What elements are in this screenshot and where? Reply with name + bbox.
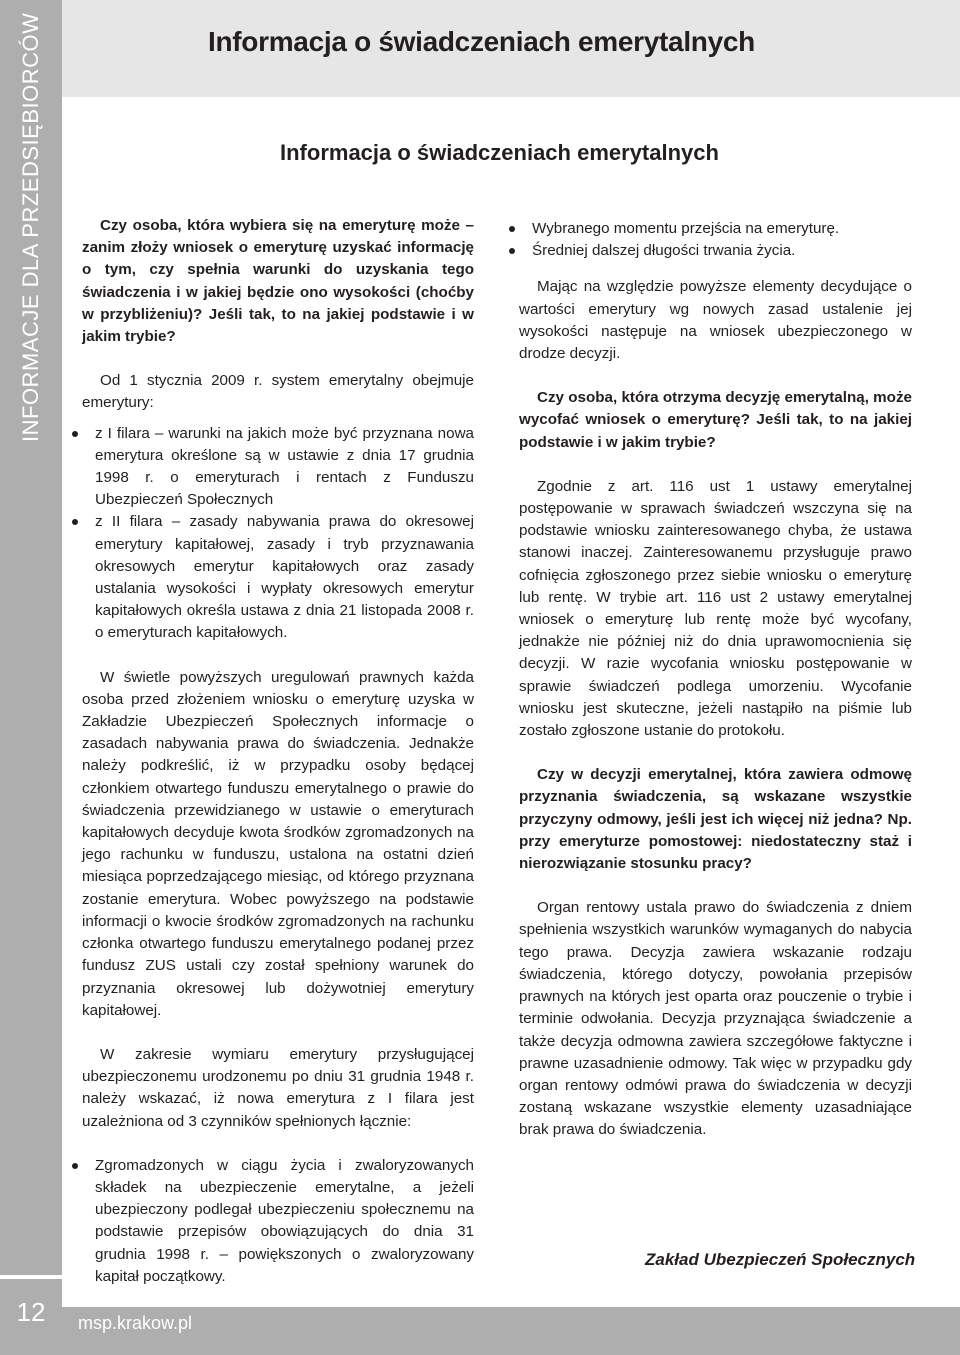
- page-number: 12: [16, 1297, 46, 1327]
- list-item: Średniej dalszej długości trwania życia.: [519, 240, 912, 262]
- sidebar-label: INFORMACJE DLA PRZEDSIĘBIORCÓW: [18, 12, 43, 442]
- paragraph: Zgodnie z art. 116 ust 1 ustawy emerytalnej postępowanie w sprawach świadczeń wszczyna się na podstawie wniosku zainteresowanego chyba, że ustawa stanowi inaczej. Zainteresowanemu przysługuje prawo cofnięcia zgłoszonego przez siebie wniosku o emeryturę lub rentę. W trybie art. 116 ust 2 ustawy emerytalnej wniosek o emeryturę lub rentę może być wycofany, jednakże nie później niż do dnia uprawomocnienia się decyzji. W razie wycofania wniosku postępowanie w sprawie świadczeń podlega umorzeniu. Wycofanie wniosku jest skuteczne, jeżeli nastąpiło na piśmie lub zostało zgłoszone ustanie do protokołu.: [519, 477, 912, 740]
- paragraph: Organ rentowy ustala prawo do świadczenia z dniem spełnienia wszystkich warunków wymaganych do nabycia tego prawa. Decyzja zawiera wskazanie rodzaju świadczenia, którego dotyczy, powołania przepisów prawnych na których jest oparta oraz pouczenie o trybie i terminie odwołania. Decyzja przyznająca świadczenie a także decyzja odmowna zawiera szczegółowe faktyczne i prawne uzasadnienie odmowy. Tak więc w przypadku gdy organ rentowy odmówi prawa do świadczenia w decyzji zostaną wskazane wszystkie elementy uzasadniające brak prawa do świadczenia.: [519, 899, 912, 1139]
- bullet-list: [519, 218, 912, 262]
- list-item: z II filara – zasady nabywania prawa do okresowej emerytury kapitałowej, zasady i tryb przyznawania okresowych emerytur kapitałowych oraz zasady ustalania wysokości i wypłaty okresowych emerytur kapitałowych określa ustawa z dnia 21 listopada 2008 r. o emeryturach kapitałowych.: [82, 511, 474, 644]
- bullet-list: [82, 423, 474, 645]
- page-title: Informacja o świadczeniach emerytalnych: [208, 26, 755, 57]
- bullet-list: [82, 1155, 474, 1288]
- list-item: z I filara – warunki na jakich może być przyznana nowa emerytura określone są w ustawie z dnia 17 grudnia 1998 r. o emeryturach i rentach z Funduszu Ubezpieczeń Społecznych: [82, 423, 474, 512]
- question-3: Czy w decyzji emerytalnej, która zawiera odmowę przyznania świadczenia, są wskazane wszystkie przyczyny odmowy, jeśli jest ich więcej niż jedna? Np. przy emeryturze pomostowej: niedostateczny staż i nierozwiązanie stosunku pracy?: [519, 766, 912, 873]
- question-2: Czy osoba, która otrzyma decyzję emerytalną, może wycofać wniosek o emeryturę? Jeśli tak, to na jakiej podstawie i w jakim trybie?: [519, 389, 912, 451]
- section-title: Informacja o świadczeniach emerytalnych: [280, 140, 719, 165]
- footer-url[interactable]: msp.krakow.pl: [78, 1313, 193, 1333]
- bullet-icon: [72, 1163, 78, 1169]
- footer-band: [62, 1307, 960, 1355]
- bullet-icon: [509, 226, 515, 232]
- question-1: Czy osoba, która wybiera się na emeryturę może – zanim złoży wniosek o emeryturę uzyskać informację o tym, czy spełnia warunki do uzyskania tego świadczenia i w jakiej będzie ono wysokości (choćby w przybliżeniu)? Jeśli tak, to na jakiej podstawie i w jakim trybie?: [82, 217, 474, 346]
- paragraph: Od 1 stycznia 2009 r. system emerytalny obejmuje emerytury:: [82, 372, 474, 412]
- bullet-icon: [72, 519, 78, 525]
- left-column: [82, 215, 474, 1310]
- paragraph: W świetle powyższych uregulowań prawnych każda osoba przed złożeniem wniosku o emeryturę uzyska w Zakładzie Ubezpieczeń Społecznych informacje o zasadach nabywania prawa do świadczenia. Jednakże należy podkreślić, iż w przypadku osoby będącej członkiem otwartego funduszu emerytalnego o prawie do świadczenia przewidzianego w ustawie o emeryturach kapitałowych decyduje kwota środków zgromadzonych na jego rachunku w funduszu, ustalona na ostatni dzień miesiąca poprzedzającego miesiąc, od którego przyznana zostanie emerytura. Wobec powyższego na podstawie informacji o kwocie środków zgromadzonych na rachunku członka otwartego funduszu emerytalnego podanej przez fundusz ZUS ustali czy został spełniony warunek do przyznania okresowej lub dożywotniej emerytury kapitałowej.: [82, 668, 474, 1019]
- bullet-icon: [509, 248, 515, 254]
- list-item: Zgromadzonych w ciągu życia i zwaloryzowanych składek na ubezpieczenie emerytalne, a jeżeli ubezpieczony podlegał ubezpieczeniu społecznemu na podstawie przepisów obowiązujących do dnia 31 grudnia 1998 r. – powiększonych o zwaloryzowany kapitał początkowy.: [82, 1155, 474, 1288]
- bullet-icon: [72, 431, 78, 437]
- list-item: Wybranego momentu przejścia na emeryturę.: [519, 218, 912, 240]
- right-column: [519, 218, 912, 1164]
- signature: Zakład Ubezpieczeń Społecznych: [645, 1250, 916, 1269]
- paragraph: Mając na względzie powyższe elementy decydujące o wartości emerytury wg nowych zasad ustalenie jej wysokości następuje na wniosek ubezpieczonego w drodze decyzji.: [519, 278, 912, 363]
- paragraph: W zakresie wymiaru emerytury przysługującej ubezpieczonemu urodzonemu po dniu 31 grudnia 1948 r. należy wskazać, iż nowa emerytura z I filara jest uzależniona od 3 czynników spełnionych łącznie:: [82, 1045, 474, 1130]
